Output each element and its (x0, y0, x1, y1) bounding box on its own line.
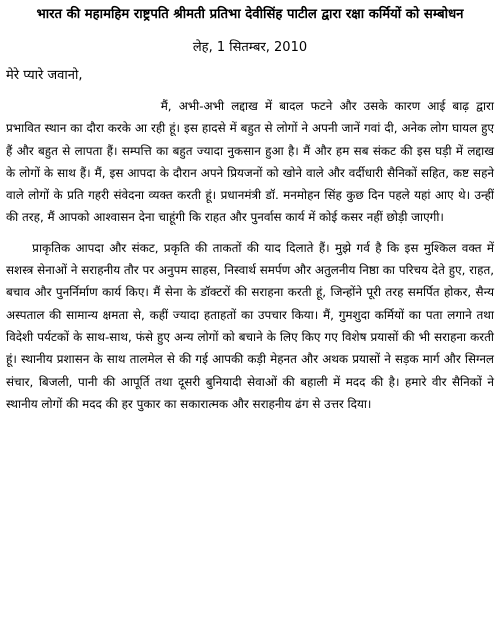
place-and-date: लेह, 1 सितम्बर, 2010 (192, 40, 308, 55)
body-paragraph-1: मैं, अभी-अभी लद्दाख में बादल फटने और उसके कारण आई बाढ़ द्वारा प्रभावित स्थान का दौरा करके आ रही हूं। इस हादसे में बहुत से लोगों ने अपनी जानें गवां दी, अनेक लोग घायल हुए हैं और बहुत से लापता हैं। सम्पत्ति का बहुत ज्यादा नुकसान हुआ है। मैं और हम सब संकट की इस घड़ी में लद्दाख के लोगों के साथ हैं। मैं, इस आपदा के दौरान अपने प्रियजनों को खोने वाले और वर्दीधारी सैनिकों सहित, कष्ट सहने वाले लोगों के प्रति गहरी संवेदना व्यक्त करती हूं। प्रधानमंत्री डॉ. मनमोहन सिंह कुछ दिन पहले यहां आए थे। उन्हीं की तरह, मैं आपको आश्वासन देना चाहूंगी कि राहत और पुनर्वास कार्य में कोई कसर नहीं छोड़ी जाएगी। (6, 99, 494, 225)
salutation: मेरे प्यारे जवानो, (6, 68, 83, 83)
document-title: भारत की महामहिम राष्ट्रपति श्रीमती प्रतिभा देवीसिंह पाटील द्वारा रक्षा कर्मियों को सम्बोधन (36, 7, 464, 22)
body-paragraph-2: प्राकृतिक आपदा और संकट, प्रकृति की ताकतों की याद दिलाते हैं। मुझे गर्व है कि इस मुश्किल वक्त में सशस्त्र सेनाओं ने सराहनीय तौर पर अनुपम साहस, निस्वार्थ समर्पण और अतुलनीय निष्ठा का परिचय देते हुए, राहत, बचाव और पुनर्निर्माण कार्य किए। मैं सेना के डॉक्टरों की सराहना करती हूं, जिन्होंने पूरी तरह समर्पित होकर, सैन्य अस्पताल की सामान्य क्षमता से, कहीं ज्यादा हताहतों का उपचार किया। मैं, गुमशुदा कर्मियों का पता लगाने तथा विदेशी पर्यटकों के साथ-साथ, फंसे हुए अन्य लोगों को बचाने के लिए किए गए विशेष प्रयासों की भी सराहना करती हूं। स्थानीय प्रशासन के साथ तालमेल से की गई आपकी कड़ी मेहनत और अथक प्रयासों ने सड़क मार्ग और सिग्नल संचार, बिजली, पानी की आपूर्ति तथा दूसरी बुनियादी सेवाओं की बहाली में मदद की है। हमारे वीर सैनिकों ने स्थानीय लोगों की मदद की हर पुकार का सकारात्मक और सराहनीय ढंग से उत्तर दिया। (6, 240, 494, 411)
